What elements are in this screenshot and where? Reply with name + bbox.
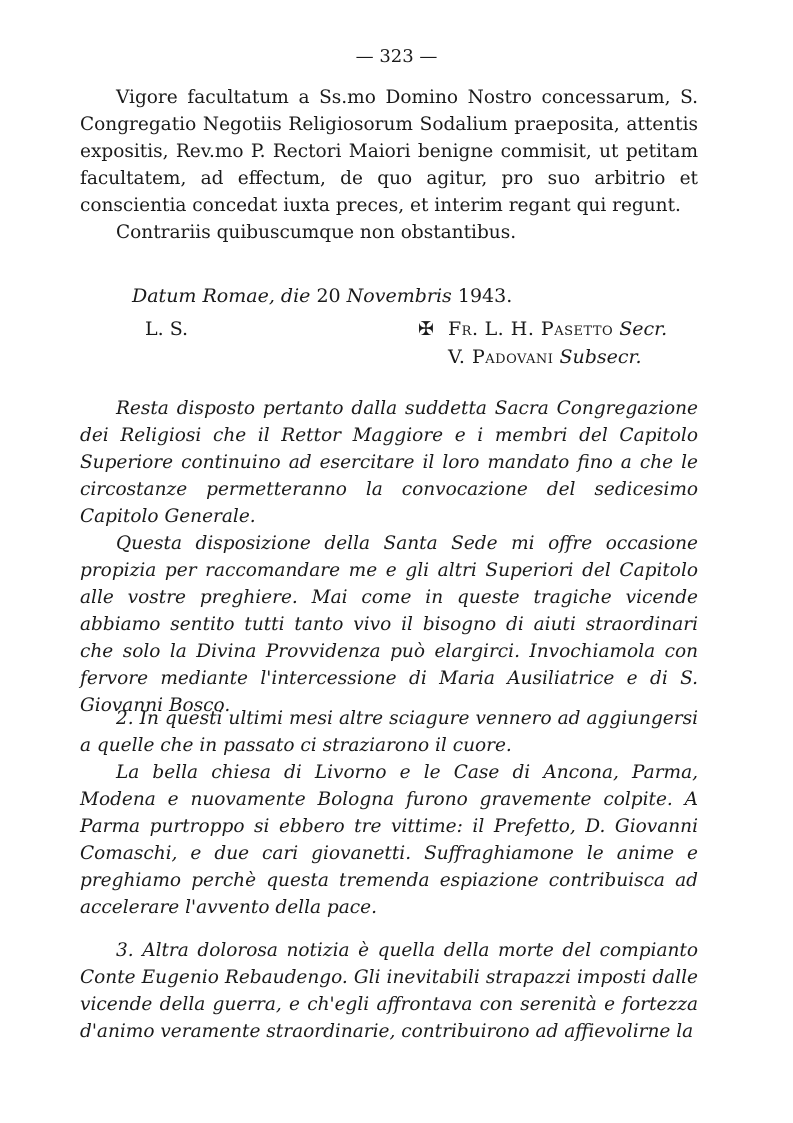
signature-title: Fr. — [448, 318, 479, 340]
body-paragraph-4: La bella chiesa di Livorno e le Case di Ancona, Parma, Modena e nuovamente Bologna furono gravemente colpite. A Parma purtroppo si ebbero tre vittime: il Prefetto, D. Giovanni Comaschi, e due cari giovanetti. Suffraghiamone le anime e preghiamo perchè questa tremenda espiazione contribuisca ad accelerare l'avvento della pace. — [80, 762, 698, 918]
signature-role: Subsecr. — [559, 346, 642, 368]
date-month: Novembris — [346, 285, 452, 307]
seal-mark: L. S. — [145, 318, 189, 340]
signature-undersecretary — [448, 344, 642, 371]
body-paragraph-2: Questa disposizione della Santa Sede mi offre occasione propizia per raccomandare me e gli altri Superiori del Capitolo alle vostre preghiere. Mai come in queste tragiche vicende abbiamo sentito tutti tanto vivo il bisogno di aiuti straordinari che solo la Divina Provvidenza può elargirci. Invochiamola con fervore mediante l'intercessione di Maria Ausiliatrice e di S. Giovanni Bosco. — [80, 533, 698, 716]
decree-paragraph-1: Vigore facultatum a Ss.mo Domino Nostro concessarum, S. Congregatio Negotiis Religiosorum Sodalium praeposita, attentis expositis, Rev.mo P. Rectori Maiori benigne commisit, ut petitam facultatem, ad effectum, de quo agitur, pro suo arbitrio et conscientia concedat iuxta preces, et interim regant qui regunt. — [80, 87, 698, 216]
date-year: 1943. — [457, 285, 513, 307]
date-prefix: Datum Romae, die — [132, 285, 311, 307]
body-paragraph-1: Resta disposto pertanto dalla suddetta Sacra Congregazione dei Religiosi che il Rettor Maggiore e i membri del Capitolo Superiore continuino ad esercitare il loro mandato fino a che le circostanze permetteranno la convocazione del sedicesimo Capitolo Generale. — [80, 398, 698, 527]
body-section-2 — [80, 705, 698, 921]
date-day: 20 — [316, 285, 341, 307]
signature-secretary — [448, 316, 667, 343]
body-paragraph-5: 3. Altra dolorosa notizia è quella della morte del compianto Conte Eugenio Rebaudengo. Gli inevitabili strapazzi imposti dalle vicende della guerra, e ch'egli affrontava con serenità e fortezza d'animo veramente straordinarie, contribuirono ad affievolirne la — [80, 940, 698, 1042]
body-paragraph-3: 2. In questi ultimi mesi altre sciagure vennero ad aggiungersi a quelle che in passato ci straziarono il cuore. — [80, 708, 698, 756]
body-section-3 — [80, 937, 698, 1045]
decree-text — [80, 84, 698, 246]
dateline — [132, 283, 512, 310]
signature-name: V. Padovani — [448, 346, 554, 368]
cross-icon: ✠ — [418, 318, 434, 340]
signature-name: L. H. Pasetto — [484, 318, 614, 340]
body-section-1 — [80, 395, 698, 719]
decree-paragraph-2: Contrariis quibuscumque non obstantibus. — [116, 222, 517, 243]
signature-role: Secr. — [619, 318, 668, 340]
page-number: — 323 — — [355, 46, 438, 67]
